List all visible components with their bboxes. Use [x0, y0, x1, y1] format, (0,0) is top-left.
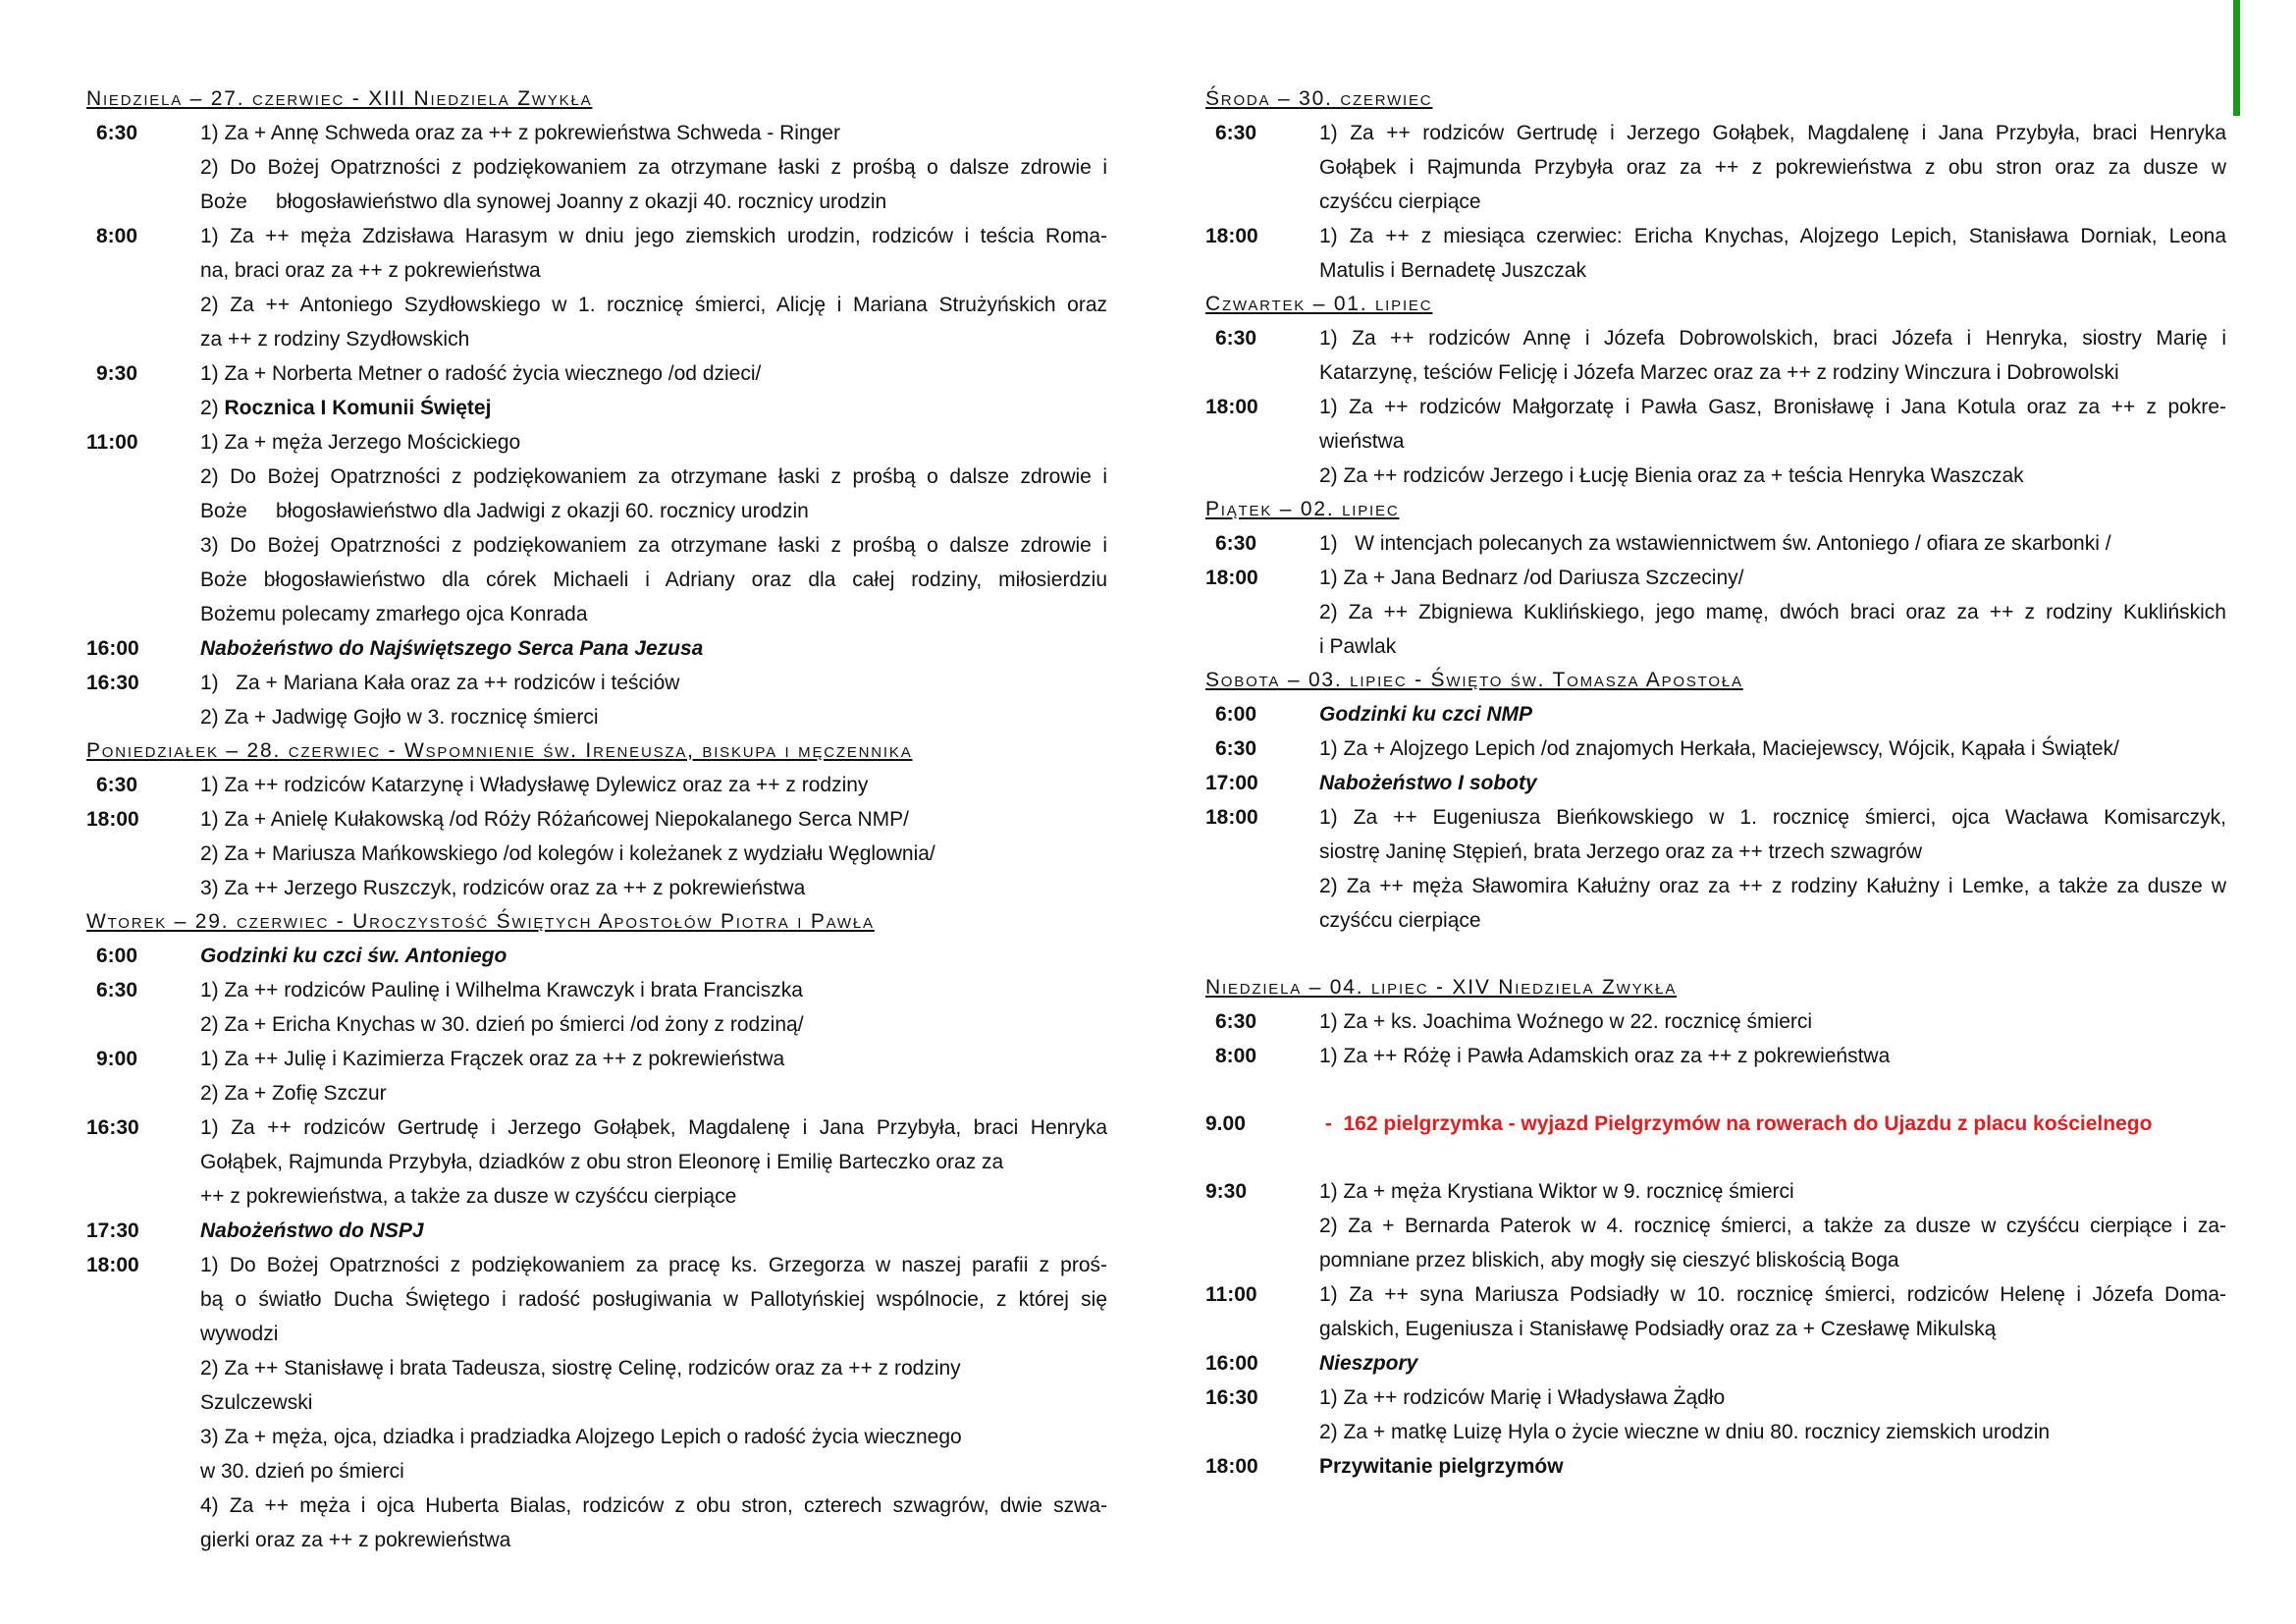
left-column	[86, 82, 1107, 1557]
right-column	[1205, 82, 2226, 1484]
mass-time: 16:30	[86, 672, 139, 694]
mass-intentions	[1319, 390, 2226, 493]
intention-line	[1319, 1209, 2226, 1243]
mass-intentions	[200, 1214, 1107, 1248]
mass-time: 18:00	[1205, 1455, 1258, 1478]
mass-intentions	[200, 973, 1107, 1042]
mass-entry	[86, 116, 1107, 219]
day-header: Niedziela – 27. czerwiec - XIII Niedziela Zwykła	[86, 87, 593, 110]
intention-line	[200, 1042, 1107, 1076]
intention-line	[200, 1076, 1107, 1110]
mass-entry	[86, 631, 1107, 666]
intention-line	[200, 185, 1107, 219]
intention-text: 1) W intencjach polecanych za wstawiennictwem św. Antoniego / ofiara ze skarbonki /	[1319, 532, 2111, 555]
mass-intentions	[1319, 731, 2226, 766]
intention-text: 1) Za + Alojzego Lepich /od znajomych Herkała, Maciejewscy, Wójcik, Kąpała i Świątek/	[1319, 737, 2119, 760]
mass-intentions	[200, 1042, 1107, 1110]
mass-intentions	[1319, 1004, 2226, 1039]
intention-line	[1319, 116, 2226, 150]
intention-text: 1) Za ++ syna Mariusza Podsiadły w 10. rocznicę śmierci, rodziców Helenę i Józefa Doma-	[1319, 1283, 2226, 1306]
mass-intentions	[1319, 1346, 2226, 1380]
mass-time: 9.00	[1205, 1112, 1246, 1135]
intention-text: i Pawlak	[1319, 635, 1397, 658]
intention-text: w 30. dzień po śmierci	[200, 1460, 404, 1483]
intention-line	[1319, 835, 2226, 869]
intention-text: Boże błogosławieństwo dla córek Michaeli i Adriany oraz dla całej rodziny, miłosierdziu	[200, 568, 1107, 591]
intention-text: Matulis i Bernadetę Juszczak	[1319, 259, 1586, 282]
intention-text: czyśćcu cierpiące	[1319, 909, 1481, 932]
intention-text: 1) Za ++ Różę i Pawła Adamskich oraz za ++ z pokrewieństwa	[1319, 1045, 1891, 1067]
mass-time: 11:00	[1205, 1283, 1257, 1306]
intention-text: za ++ z rodziny Szydłowskich	[200, 328, 470, 351]
intention-text: 1) Za ++ rodziców Małgorzatę i Pawła Gasz, Bronisławę i Jana Kotula oraz za ++ z pokre-	[1319, 396, 2226, 418]
mass-entry	[1205, 561, 2226, 664]
intention-line	[1319, 253, 2226, 288]
intention-line	[1319, 731, 2226, 766]
intention-line	[200, 356, 1107, 391]
mass-entry	[86, 1110, 1107, 1214]
mass-intentions	[1319, 1107, 2226, 1141]
intention-text: 2) Za + Jadwigę Gojło w 3. rocznicę śmierci	[200, 706, 599, 729]
intention-line	[200, 116, 1107, 150]
mass-entry	[86, 802, 1107, 905]
intention-line	[1319, 185, 2226, 219]
intention-line	[200, 1007, 1107, 1042]
mass-time: 9:00	[96, 1048, 138, 1070]
intention-text: 2) Za ++ Zbigniewa Kuklińskiego, jego mamę, dwóch braci oraz za ++ z rodziny Kuklińskich	[1319, 601, 2226, 623]
intention-text: Przywitanie pielgrzymów	[1319, 1455, 1564, 1478]
intention-text: 3) Za + męża, ojca, dziadka i pradziadka Alojzego Lepich o radość życia wiecznego	[200, 1426, 962, 1448]
intention-line	[1319, 150, 2226, 185]
mass-time: 6:30	[1215, 122, 1257, 144]
mass-entry	[86, 768, 1107, 802]
intention-line	[1319, 355, 2226, 390]
intention-line	[200, 219, 1107, 253]
mass-intentions	[1319, 526, 2226, 561]
intention-line	[200, 1179, 1107, 1214]
mass-entry	[86, 1214, 1107, 1248]
mass-time: 11:00	[86, 431, 138, 454]
mass-time: 18:00	[1205, 396, 1258, 418]
intention-text: ++ z pokrewieństwa, a także za dusze w czyśćcu cierpiące	[200, 1185, 737, 1208]
intention-line	[200, 1385, 1107, 1420]
intention-text: wywodzi	[200, 1323, 279, 1345]
mass-entry	[1205, 731, 2226, 766]
intention-line	[200, 288, 1107, 322]
mass-time: 16:00	[86, 637, 139, 660]
intention-text: 2) Za + Mariusza Mańkowskiego /od kolegów i koleżanek z wydziału Węglownia/	[200, 842, 935, 865]
intention-line	[1319, 1277, 2226, 1312]
mass-entry	[1205, 321, 2226, 390]
intention-text: na, braci oraz za ++ z pokrewieństwa	[200, 259, 541, 282]
mass-intentions	[1319, 800, 2226, 938]
intention-text: pomniane przez bliskich, aby mogły się cieszyć bliskością Boga	[1319, 1249, 1899, 1272]
mass-intentions	[200, 1248, 1107, 1557]
intention-text: Rocznica I Komunii Świętej	[224, 397, 492, 419]
intention-text: 1) Za ++ rodziców Gertrudę i Jerzego Gołąbek, Magdalenę i Jana Przybyła, braci Henryka	[1319, 122, 2226, 144]
day-header: Sobota – 03. lipiec - Święto św. Tomasza Apostoła	[1205, 669, 1743, 691]
mass-intentions	[1319, 1039, 2226, 1073]
mass-entry	[1205, 766, 2226, 800]
mass-time: 6:30	[1215, 532, 1257, 555]
mass-intentions	[1319, 1380, 2226, 1449]
mass-time: 6:30	[96, 979, 138, 1001]
mass-time: 18:00	[1205, 225, 1258, 247]
intention-text: 2) Za + matkę Luizę Hyla o życie wieczne w dniu 80. rocznicy ziemskich urodzin	[1319, 1421, 2051, 1443]
mass-time: 18:00	[1205, 567, 1258, 589]
intention-text: 3) Do Bożej Opatrzności z podziękowaniem za otrzymane łaski z prośbą o dalsze zdrowie i	[200, 534, 1107, 557]
intention-line	[200, 494, 1107, 528]
intention-text: Nabożeństwo do NSPJ	[200, 1219, 424, 1242]
mass-time: 16:30	[86, 1116, 139, 1139]
intention-line	[1319, 629, 2226, 664]
mass-intentions	[1319, 766, 2226, 800]
intention-line	[1319, 697, 2226, 731]
intention-text: 2) Za + Bernarda Paterok w 4. rocznicę śmierci, a także za dusze w czyśćcu cierpiące i za-	[1319, 1215, 2226, 1237]
mass-entry	[86, 666, 1107, 734]
intention-text: Boże błogosławieństwo dla synowej Joanny z okazji 40. rocznicy urodzin	[200, 190, 887, 213]
intention-prefix: 2)	[200, 397, 225, 419]
intention-line	[200, 528, 1107, 563]
mass-intentions	[1319, 1174, 2226, 1277]
intention-text: 4) Za ++ męża i ojca Huberta Bialas, rodziców z obu stron, czterech szwagrów, dwie szwa-	[200, 1494, 1107, 1517]
intention-line	[200, 425, 1107, 460]
intention-line	[200, 1351, 1107, 1385]
intention-line	[200, 973, 1107, 1007]
intention-line	[1319, 1415, 2226, 1449]
intention-line	[1319, 1312, 2226, 1346]
mass-entry	[1205, 1380, 2226, 1449]
intention-line	[200, 1317, 1107, 1351]
intention-line	[200, 1523, 1107, 1557]
mass-intentions	[200, 666, 1107, 734]
intention-line	[200, 802, 1107, 837]
intention-text: Gołąbek i Rajmunda Przybyła oraz za ++ z pokrewieństwa z obu stron oraz za dusze w	[1319, 156, 2226, 179]
mass-intentions	[200, 768, 1107, 802]
intention-line	[200, 460, 1107, 494]
intention-line	[200, 666, 1107, 700]
intention-line	[200, 150, 1107, 185]
intention-text: - 162 pielgrzymka - wyjazd Pielgrzymów na rowerach do Ujazdu z placu kościelnego	[1319, 1112, 2153, 1135]
intention-text: 2) Do Bożej Opatrzności z podziękowaniem za otrzymane łaski z prośbą o dalsze zdrowie i	[200, 465, 1107, 488]
mass-entry	[1205, 526, 2226, 561]
intention-text: Godzinki ku czci św. Antoniego	[200, 945, 507, 967]
mass-time: 18:00	[1205, 806, 1258, 829]
intention-line	[200, 253, 1107, 288]
intention-text: 1) Za ++ Julię i Kazimierza Frączek oraz za ++ z pokrewieństwa	[200, 1048, 785, 1070]
intention-text: 1) Za + męża Jerzego Mościckiego	[200, 431, 521, 454]
intention-text: 1) Za ++ rodziców Katarzynę i Władysławę Dylewicz oraz za ++ z rodziny	[200, 774, 869, 796]
intention-text: 1) Za + ks. Joachima Woźnego w 22. rocznicę śmierci	[1319, 1010, 1813, 1033]
intention-line	[200, 322, 1107, 356]
intention-line	[200, 1282, 1107, 1317]
intention-text: 2) Za + Zofię Szczur	[200, 1082, 387, 1105]
mass-entry	[1205, 1449, 2226, 1484]
intention-text: Boże błogosławieństwo dla Jadwigi z okazji 60. rocznicy urodzin	[200, 500, 809, 522]
mass-entry	[1205, 1107, 2226, 1141]
intention-line	[200, 1420, 1107, 1454]
mass-time: 6:00	[96, 945, 138, 967]
intention-line	[200, 1489, 1107, 1523]
mass-intentions	[1319, 697, 2226, 731]
mass-entry	[1205, 390, 2226, 493]
intention-text: siostrę Janinę Stępień, brata Jerzego oraz za ++ trzech szwagrów	[1319, 840, 1922, 863]
mass-intentions	[200, 219, 1107, 356]
intention-line	[200, 1110, 1107, 1145]
mass-entry	[1205, 697, 2226, 731]
intention-line	[1319, 1174, 2226, 1209]
intention-text: Gołąbek, Rajmunda Przybyła, dziadków z obu stron Eleonorę i Emilię Barteczko oraz za	[200, 1151, 1004, 1173]
intention-text: Godzinki ku czci NMP	[1319, 703, 1533, 726]
intention-text: 1) Za ++ rodziców Marię i Władysława Żądło	[1319, 1386, 1726, 1409]
day-header: Piątek – 02. lipiec	[1205, 498, 1400, 520]
mass-entry	[1205, 800, 2226, 938]
intention-text: 2) Za + Ericha Knychas w 30. dzień po śmierci /od żony z rodziną/	[200, 1013, 804, 1036]
mass-time: 18:00	[86, 808, 139, 831]
intention-text: wieństwa	[1319, 430, 1405, 453]
day-header: Środa – 30. czerwiec	[1205, 87, 1433, 110]
intention-line	[1319, 766, 2226, 800]
intention-text: Szulczewski	[200, 1391, 313, 1414]
intention-text: galskich, Eugeniusza i Stanisławę Podsiadły oraz za + Czesławę Mikulską	[1319, 1318, 1997, 1340]
intention-line	[1319, 526, 2226, 561]
mass-entry	[1205, 219, 2226, 288]
intention-text: 1) Za ++ męża Zdzisława Harasym w dniu jego ziemskich urodzin, rodziców i teścia Roma-	[200, 225, 1107, 247]
intention-line	[200, 768, 1107, 802]
intention-line	[1319, 1449, 2226, 1484]
intention-line	[200, 391, 1107, 425]
mass-time: 17:00	[1205, 772, 1258, 794]
mass-entry	[86, 973, 1107, 1042]
day-header: Niedziela – 04. lipiec - XIV Niedziela Zwykła	[1205, 976, 1678, 999]
day-header: Poniedziałek – 28. czerwiec - Wspomnienie św. Ireneusza, biskupa i męczennika	[86, 739, 913, 762]
mass-intentions	[200, 802, 1107, 905]
intention-line	[1319, 321, 2226, 355]
intention-line	[200, 1454, 1107, 1489]
intention-line	[1319, 1380, 2226, 1415]
intention-line	[200, 1248, 1107, 1282]
mass-intentions	[200, 631, 1107, 666]
intention-text: 2) Za ++ rodziców Jerzego i Łucję Bienia oraz za + teścia Henryka Waszczak	[1319, 464, 2024, 487]
intention-line	[200, 939, 1107, 973]
mass-time: 6:30	[1215, 1010, 1257, 1033]
mass-entry	[1205, 1346, 2226, 1380]
mass-intentions	[1319, 321, 2226, 390]
intention-line	[200, 563, 1107, 597]
intention-text: Nieszpory	[1319, 1352, 1418, 1375]
intention-text: 1) Za + męża Krystiana Wiktor w 9. rocznicę śmierci	[1319, 1180, 1794, 1203]
mass-time: 6:30	[96, 774, 138, 796]
intention-text: 2) Za ++ Stanisławę i brata Tadeusza, siostrę Celinę, rodziców oraz za ++ z rodziny	[200, 1357, 961, 1380]
mass-intentions	[1319, 116, 2226, 219]
mass-time: 17:30	[86, 1219, 139, 1242]
mass-intentions	[200, 425, 1107, 631]
intention-line	[1319, 1107, 2226, 1141]
intention-text: 1) Za + Jana Bednarz /od Dariusza Szczeciny/	[1319, 567, 1744, 589]
intention-line	[200, 1145, 1107, 1179]
intention-text: 1) Za + Mariana Kała oraz za ++ rodziców i teściów	[200, 672, 680, 694]
intention-line	[1319, 390, 2226, 424]
mass-intentions	[200, 939, 1107, 973]
day-header: Wtorek – 29. czerwiec - Uroczystość Świętych Apostołów Piotra i Pawła	[86, 910, 875, 933]
mass-entry	[1205, 1174, 2226, 1277]
intention-text: 1) Za ++ Eugeniusza Bieńkowskiego w 1. rocznicę śmierci, ojca Wacława Komisarczyk,	[1319, 806, 2226, 829]
intention-text: 1) Za ++ rodziców Annę i Józefa Dobrowolskich, braci Józefa i Henryka, siostry Marię i	[1319, 327, 2226, 350]
intention-line	[1319, 1346, 2226, 1380]
intention-line	[200, 597, 1107, 631]
mass-intentions	[1319, 561, 2226, 664]
intention-line	[1319, 1004, 2226, 1039]
mass-entry	[1205, 116, 2226, 219]
mass-time: 6:30	[1215, 737, 1257, 760]
intention-line	[200, 1214, 1107, 1248]
intention-line	[200, 837, 1107, 871]
intention-line	[1319, 903, 2226, 938]
intention-text: Nabożeństwo do Najświętszego Serca Pana Jezusa	[200, 637, 704, 660]
intention-text: czyśćcu cierpiące	[1319, 190, 1481, 213]
mass-intentions	[200, 356, 1107, 425]
intention-text: 1) Za ++ rodziców Gertrudę i Jerzego Gołąbek, Magdalenę i Jana Przybyła, braci Henryka	[200, 1116, 1107, 1139]
intention-line	[200, 871, 1107, 905]
mass-intentions	[1319, 1277, 2226, 1346]
mass-time: 6:30	[1215, 327, 1257, 350]
intention-line	[1319, 1039, 2226, 1073]
mass-entry	[86, 219, 1107, 356]
intention-text: 2) Do Bożej Opatrzności z podziękowaniem za otrzymane łaski z prośbą o dalsze zdrowie i	[200, 156, 1107, 179]
intention-text: bą o światło Ducha Świętego i radość posługiwania w Pallotyńskiej wspólnocie, z której się	[200, 1288, 1107, 1311]
intention-text: Katarzynę, teściów Felicję i Józefa Marzec oraz za ++ z rodziny Winczura i Dobrowolski	[1319, 361, 2119, 384]
mass-intentions	[1319, 1449, 2226, 1484]
intention-line	[1319, 869, 2226, 903]
intention-text: 1) Za ++ rodziców Paulinę i Wilhelma Krawczyk i brata Franciszka	[200, 979, 803, 1001]
mass-time: 9:30	[96, 362, 138, 385]
mass-entry	[86, 425, 1107, 631]
mass-time: 8:00	[1215, 1045, 1257, 1067]
intention-text: 1) Za + Anielę Kułakowską /od Róży Różańcowej Niepokalanego Serca NMP/	[200, 808, 909, 831]
intention-line	[1319, 219, 2226, 253]
mass-time: 9:30	[1205, 1180, 1248, 1203]
mass-time: 6:30	[96, 122, 138, 144]
mass-entry	[86, 1042, 1107, 1110]
intention-text: Bożemu polecamy zmarłego ojca Konrada	[200, 603, 588, 625]
day-header: Czwartek – 01. lipiec	[1205, 293, 1433, 315]
intention-text: 1) Za + Norberta Metner o radość życia wiecznego /od dzieci/	[200, 362, 762, 385]
intention-text: 1) Za ++ z miesiąca czerwiec: Ericha Knychas, Alojzego Lepich, Stanisława Dorniak, Leona	[1319, 225, 2226, 247]
mass-entry	[1205, 1039, 2226, 1073]
mass-time: 8:00	[96, 225, 138, 247]
mass-entry	[86, 1248, 1107, 1557]
mass-entry	[86, 939, 1107, 973]
mass-time: 16:30	[1205, 1386, 1258, 1409]
mass-intentions	[200, 116, 1107, 219]
intention-text: 1) Do Bożej Opatrzności z podziękowaniem za pracę ks. Grzegorza w naszej parafii z proś-	[200, 1254, 1107, 1276]
mass-intentions	[200, 1110, 1107, 1214]
mass-time: 16:00	[1205, 1352, 1258, 1375]
mass-entry	[1205, 1004, 2226, 1039]
intention-line	[1319, 1243, 2226, 1277]
intention-line	[1319, 595, 2226, 629]
intention-text: 2) Za ++ Antoniego Szydłowskiego w 1. rocznicę śmierci, Alicję i Mariana Strużyńskich oraz	[200, 294, 1107, 316]
green-accent-bar	[2233, 0, 2240, 116]
intention-line	[1319, 459, 2226, 493]
intention-line	[200, 700, 1107, 734]
intention-line	[1319, 561, 2226, 595]
intention-line	[200, 631, 1107, 666]
intention-text: 3) Za ++ Jerzego Ruszczyk, rodziców oraz za ++ z pokrewieństwa	[200, 877, 806, 899]
mass-time: 18:00	[86, 1254, 139, 1276]
intention-text: 1) Za + Annę Schweda oraz za ++ z pokrewieństwa Schweda - Ringer	[200, 122, 840, 144]
mass-entry	[1205, 1277, 2226, 1346]
mass-time: 6:00	[1215, 703, 1257, 726]
intention-line	[1319, 800, 2226, 835]
intention-text: Nabożeństwo I soboty	[1319, 772, 1537, 794]
intention-text: 2) Za ++ męża Sławomira Kałużny oraz za ++ z rodziny Kałużny i Lemke, a także za dusze w	[1319, 875, 2226, 897]
intention-text: gierki oraz za ++ z pokrewieństwa	[200, 1529, 511, 1551]
mass-entry	[86, 356, 1107, 425]
mass-intentions	[1319, 219, 2226, 288]
intention-line	[1319, 424, 2226, 459]
